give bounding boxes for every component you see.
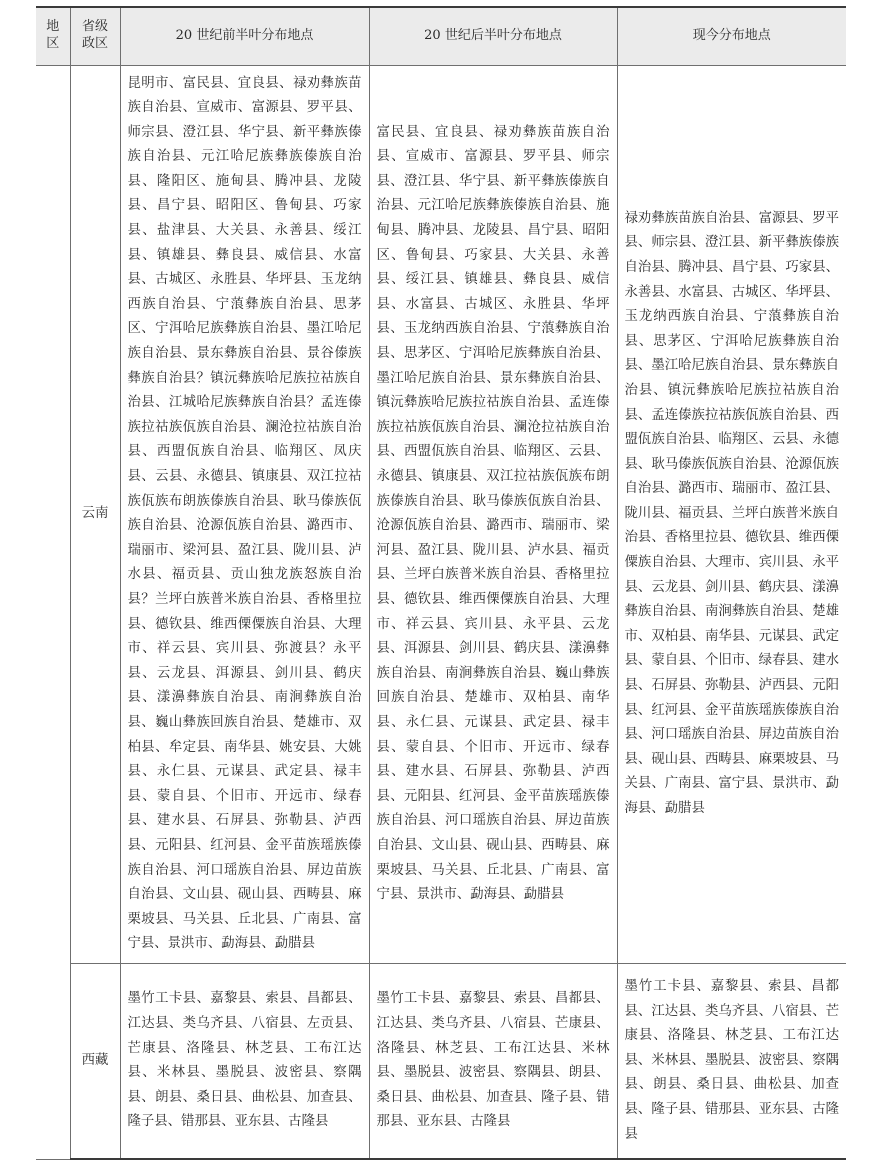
late-20th-cell: 墨竹工卡县、嘉黎县、索县、昌都县、江达县、类乌齐县、八宿县、芒康县、洛隆县、林芝县、工布江达县、米林县、墨脱县、波密县、察隅县、朗县、桑日县、曲松县、加查县、隆子县、错那县、亚东县、古隆县	[369, 963, 617, 1159]
header-region	[36, 7, 70, 65]
header-late-20th: 20 世纪后半叶分布地点	[369, 7, 617, 65]
early-20th-cell: 墨竹工卡县、嘉黎县、索县、昌都县、江达县、类乌齐县、八宿县、左贡县、芒康县、洛隆县、林芝县、工布江达县、米林县、墨脱县、波密县、察隅县、朗县、桑日县、曲松县、加查县、隆子县、错那县、亚东县、古隆县	[120, 963, 369, 1159]
early-20th-cell: 昆明市、富民县、宜良县、禄劝彝族苗族自治县、宣威市、富源县、罗平县、师宗县、澄江县、华宁县、新平彝族傣族自治县、元江哈尼族彝族傣族自治县、隆阳区、施甸县、腾冲县、龙陵县、昌宁县、昭阳区、鲁甸县、巧家县、盐津县、大关县、永善县、绥江县、镇雄县、彝良县、威信县、水富县、古城区、永胜县、华坪县、玉龙纳西族自治县、宁蒗彝族自治县、思茅区、宁洱哈尼族彝族自治县、墨江哈尼族自治县、景东彝族自治县、景谷傣族彝族自治县？镇沅彝族哈尼族拉祜族自治县、江城哈尼族彝族自治县？孟连傣族拉祜族佤族自治县、澜沧拉祜族自治县、西盟佤族自治县、临翔区、凤庆县、云县、永德县、镇康县、双江拉祜族佤族布朗族傣族自治县、耿马傣族佤族自治县、沧源佤族自治县、潞西市、瑞丽市、梁河县、盈江县、陇川县、泸水县、福贡县、贡山独龙族怒族自治县？兰坪白族普米族自治县、香格里拉县、德钦县、维西傈僳族自治县、大理市、祥云县、宾川县、弥渡县？永平县、云龙县、洱源县、剑川县、鹤庆县、漾濞彝族自治县、南涧彝族自治县、巍山彝族回族自治县、楚雄市、双柏县、牟定县、南华县、姚安县、大姚县、永仁县、元谋县、武定县、禄丰县、蒙自县、个旧市、开远市、绿春县、建水县、石屏县、弥勒县、泸西县、元阳县、红河县、金平苗族瑶族傣族自治县、河口瑶族自治县、屏边苗族自治县、文山县、砚山县、西畴县、麻栗坡县、马关县、丘北县、广南县、富宁县、景洪市、勐海县、勐腊县	[120, 65, 369, 963]
table-row	[36, 65, 846, 963]
header-province	[70, 7, 120, 65]
table-body	[36, 65, 846, 1159]
header-region-label: 地区	[46, 19, 60, 52]
province-cell: 云南	[70, 65, 120, 963]
late-20th-cell: 富民县、宜良县、禄劝彝族苗族自治县、宣威市、富源县、罗平县、师宗县、澄江县、华宁县、新平彝族傣族自治县、元江哈尼族彝族傣族自治县、施甸县、腾冲县、龙陵县、昌宁县、昭阳区、鲁甸县、巧家县、大关县、永善县、绥江县、镇雄县、彝良县、威信县、水富县、古城区、永胜县、华坪县、玉龙纳西族自治县、宁蒗彝族自治县、思茅区、宁洱哈尼族彝族自治县、墨江哈尼族自治县、景东彝族自治县、镇沅彝族哈尼族拉祜族自治县、孟连傣族拉祜族佤族自治县、澜沧拉祜族自治县、西盟佤族自治县、临翔区、云县、永德县、镇康县、双江拉祜族佤族布朗族傣族自治县、耿马傣族佤族自治县、沧源佤族自治县、潞西市、瑞丽市、梁河县、盈江县、陇川县、泸水县、福贡县、兰坪白族普米族自治县、香格里拉县、德钦县、维西傈僳族自治县、大理市、祥云县、宾川县、永平县、云龙县、洱源县、剑川县、鹤庆县、漾濞彝族自治县、南涧彝族自治县、巍山彝族回族自治县、楚雄市、双柏县、南华县、永仁县、元谋县、武定县、禄丰县、蒙自县、个旧市、开远市、绿春县、建水县、石屏县、弥勒县、泸西县、元阳县、红河县、金平苗族瑶族傣族自治县、河口瑶族自治县、屏边苗族自治县、文山县、砚山县、西畴县、麻栗坡县、马关县、丘北县、广南县、富宁县、景洪市、勐海县、勐腊县	[369, 65, 617, 963]
current-cell: 禄劝彝族苗族自治县、富源县、罗平县、师宗县、澄江县、新平彝族傣族自治县、腾冲县、昌宁县、巧家县、永善县、水富县、古城区、华坪县、玉龙纳西族自治县、宁蒗彝族自治县、思茅区、宁洱哈尼族彝族自治县、墨江哈尼族自治县、景东彝族自治县、镇沅彝族哈尼族拉祜族自治县、孟连傣族拉祜族佤族自治县、西盟佤族自治县、临翔区、云县、永德县、耿马傣族佤族自治县、沧源佤族自治县、潞西市、瑞丽市、盈江县、陇川县、福贡县、兰坪白族普米族自治县、香格里拉县、德钦县、维西傈僳族自治县、大理市、宾川县、永平县、云龙县、剑川县、鹤庆县、漾濞彝族自治县、南涧彝族自治县、楚雄市、双柏县、南华县、元谋县、武定县、蒙自县、个旧市、绿春县、建水县、石屏县、弥勒县、泸西县、元阳县、红河县、金平苗族瑶族傣族自治县、河口瑶族自治县、屏边苗族自治县、砚山县、西畴县、麻栗坡县、马关县、广南县、富宁县、景洪市、勐海县、勐腊县	[617, 65, 846, 963]
table-header	[36, 7, 846, 65]
region-cell	[36, 65, 70, 1159]
header-province-label: 省级 政区	[81, 19, 108, 52]
header-row	[36, 7, 846, 65]
header-current: 现今分布地点	[617, 7, 846, 65]
distribution-table	[36, 6, 846, 1160]
header-early-20th: 20 世纪前半叶分布地点	[120, 7, 369, 65]
table-row	[36, 963, 846, 1159]
current-cell: 墨竹工卡县、嘉黎县、索县、昌都县、江达县、类乌齐县、八宿县、芒康县、洛隆县、林芝县、工布江达县、米林县、墨脱县、波密县、察隅县、朗县、桑日县、曲松县、加查县、隆子县、错那县、亚东县、古隆县	[617, 963, 846, 1159]
province-cell: 西藏	[70, 963, 120, 1159]
